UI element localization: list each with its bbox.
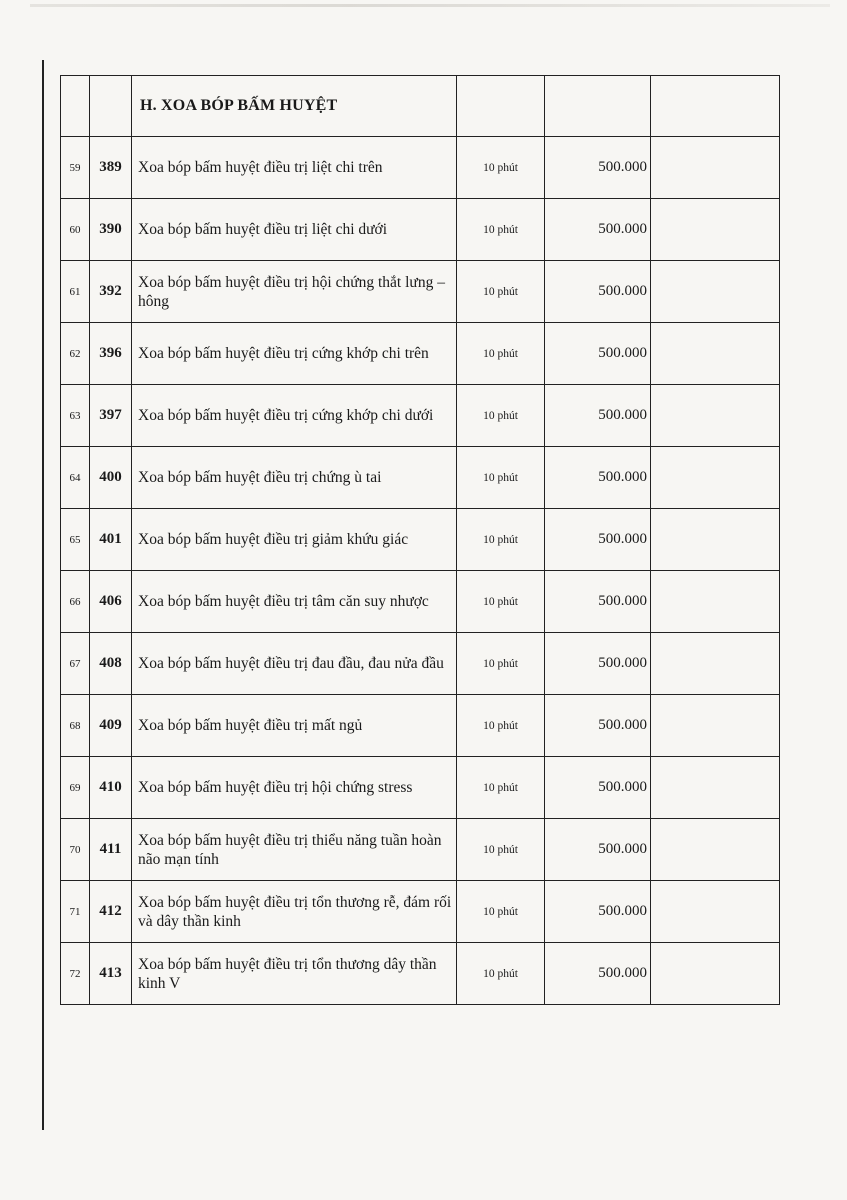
service-price: 500.000 (545, 447, 651, 509)
row-number: 69 (61, 757, 90, 819)
row-number: 67 (61, 633, 90, 695)
scan-top-edge (30, 4, 830, 7)
service-code: 397 (90, 385, 132, 447)
table-row (61, 881, 780, 943)
table-row (61, 509, 780, 571)
table-row (61, 571, 780, 633)
service-code: 408 (90, 633, 132, 695)
service-code: 409 (90, 695, 132, 757)
service-code: 396 (90, 323, 132, 385)
note-cell (651, 757, 780, 819)
service-code: 406 (90, 571, 132, 633)
service-code: 412 (90, 881, 132, 943)
service-name: Xoa bóp bấm huyệt điều trị mất ngủ (132, 695, 457, 757)
service-code: 390 (90, 199, 132, 261)
note-cell (651, 137, 780, 199)
service-name: Xoa bóp bấm huyệt điều trị cứng khớp chi trên (132, 323, 457, 385)
service-name: Xoa bóp bấm huyệt điều trị chứng ù tai (132, 447, 457, 509)
scan-left-edge (42, 60, 44, 1130)
note-cell (651, 819, 780, 881)
row-number: 63 (61, 385, 90, 447)
note-cell (651, 199, 780, 261)
service-duration: 10 phút (457, 323, 545, 385)
row-number: 65 (61, 509, 90, 571)
service-duration: 10 phút (457, 385, 545, 447)
service-name: Xoa bóp bấm huyệt điều trị thiểu năng tuần hoàn não mạn tính (132, 819, 457, 881)
table-row (61, 385, 780, 447)
service-code: 389 (90, 137, 132, 199)
service-code: 410 (90, 757, 132, 819)
service-price-table (60, 75, 780, 1005)
row-number: 68 (61, 695, 90, 757)
note-cell (651, 261, 780, 323)
service-duration: 10 phút (457, 137, 545, 199)
row-number: 64 (61, 447, 90, 509)
service-duration: 10 phút (457, 447, 545, 509)
service-duration: 10 phút (457, 199, 545, 261)
service-price: 500.000 (545, 261, 651, 323)
note-cell (651, 571, 780, 633)
service-name: Xoa bóp bấm huyệt điều trị tâm căn suy nhược (132, 571, 457, 633)
service-name: Xoa bóp bấm huyệt điều trị hội chứng stress (132, 757, 457, 819)
service-name: Xoa bóp bấm huyệt điều trị liệt chi trên (132, 137, 457, 199)
section-header-row (61, 76, 780, 137)
service-price: 500.000 (545, 137, 651, 199)
table-row (61, 757, 780, 819)
service-price: 500.000 (545, 633, 651, 695)
service-price: 500.000 (545, 199, 651, 261)
table-body (61, 76, 780, 1005)
service-duration: 10 phút (457, 261, 545, 323)
service-name: Xoa bóp bấm huyệt điều trị giảm khứu giác (132, 509, 457, 571)
service-name: Xoa bóp bấm huyệt điều trị hội chứng thắt lưng – hông (132, 261, 457, 323)
service-name: Xoa bóp bấm huyệt điều trị đau đầu, đau nửa đầu (132, 633, 457, 695)
service-name: Xoa bóp bấm huyệt điều trị cứng khớp chi dưới (132, 385, 457, 447)
section-title: H. XOA BÓP BẤM HUYỆT (132, 76, 457, 137)
note-cell (651, 385, 780, 447)
section-code-cell (90, 76, 132, 137)
service-price: 500.000 (545, 881, 651, 943)
note-cell (651, 323, 780, 385)
service-duration: 10 phút (457, 695, 545, 757)
service-duration: 10 phút (457, 757, 545, 819)
row-number: 61 (61, 261, 90, 323)
service-duration: 10 phút (457, 943, 545, 1005)
service-code: 392 (90, 261, 132, 323)
table-row (61, 819, 780, 881)
service-name: Xoa bóp bấm huyệt điều trị tổn thương rễ, đám rối và dây thần kinh (132, 881, 457, 943)
service-duration: 10 phút (457, 571, 545, 633)
table-row (61, 447, 780, 509)
section-stt-cell (61, 76, 90, 137)
service-price: 500.000 (545, 757, 651, 819)
service-price: 500.000 (545, 943, 651, 1005)
row-number: 70 (61, 819, 90, 881)
service-name: Xoa bóp bấm huyệt điều trị tổn thương dây thần kinh V (132, 943, 457, 1005)
service-name: Xoa bóp bấm huyệt điều trị liệt chi dưới (132, 199, 457, 261)
row-number: 72 (61, 943, 90, 1005)
service-code: 413 (90, 943, 132, 1005)
note-cell (651, 633, 780, 695)
service-duration: 10 phút (457, 881, 545, 943)
row-number: 59 (61, 137, 90, 199)
service-price: 500.000 (545, 509, 651, 571)
table-row (61, 323, 780, 385)
service-duration: 10 phút (457, 819, 545, 881)
note-cell (651, 695, 780, 757)
row-number: 66 (61, 571, 90, 633)
table-row (61, 137, 780, 199)
row-number: 60 (61, 199, 90, 261)
table-row (61, 261, 780, 323)
note-cell (651, 881, 780, 943)
service-price: 500.000 (545, 819, 651, 881)
row-number: 62 (61, 323, 90, 385)
service-price: 500.000 (545, 695, 651, 757)
service-code: 401 (90, 509, 132, 571)
table-row (61, 695, 780, 757)
service-price: 500.000 (545, 385, 651, 447)
note-cell (651, 447, 780, 509)
table-row (61, 199, 780, 261)
service-code: 400 (90, 447, 132, 509)
row-number: 71 (61, 881, 90, 943)
service-code: 411 (90, 819, 132, 881)
note-cell (651, 943, 780, 1005)
service-price: 500.000 (545, 323, 651, 385)
section-note-cell (651, 76, 780, 137)
service-price: 500.000 (545, 571, 651, 633)
section-price-cell (545, 76, 651, 137)
section-time-cell (457, 76, 545, 137)
table-row (61, 633, 780, 695)
note-cell (651, 509, 780, 571)
service-duration: 10 phút (457, 633, 545, 695)
table-row (61, 943, 780, 1005)
service-duration: 10 phút (457, 509, 545, 571)
